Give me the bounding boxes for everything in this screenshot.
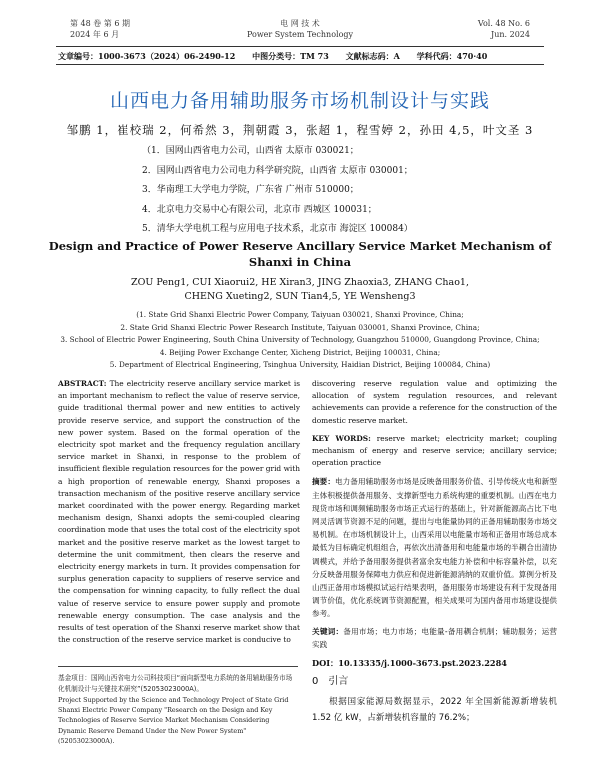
header-rule-bottom: [56, 64, 544, 65]
english-authors-line: CHENG Xueting2, SUN Tian4,5, YE Wensheng3: [184, 291, 416, 302]
issue-date: 2024 年 6 月: [70, 30, 120, 39]
subject-code: 学科代码：470·40: [416, 51, 488, 61]
en-affiliation: 3. School of Electric Power Engineering, South China University of Technology, Guangzhou 510000, Guangdong Province, China;: [60, 335, 540, 344]
english-abstract: [58, 378, 300, 646]
issue-date-en: Jun. 2024: [491, 30, 530, 39]
clc-number: 中图分类号：TM 73: [252, 51, 329, 61]
en-affiliation: 4. Beijing Power Exchange Center, Xicheng District, Beijing 100031, China;: [159, 347, 441, 357]
header-right: [478, 18, 530, 40]
english-authors-line: ZOU Peng1, CUI Xiaorui2, HE Xiran3, JING Zhaoxia3, ZHANG Chao1,: [131, 277, 469, 288]
intro-paragraph: 根据国家能源局数据显示，2022 年全国新能源新增装机 1.52 亿 kW，占新增装机容量的 76.2%；: [312, 697, 557, 724]
english-title: [40, 238, 560, 270]
english-title-line: Shanxi in China: [248, 255, 352, 269]
article-meta: [58, 51, 540, 62]
left-column: [58, 378, 300, 646]
article-number: 文章编号：1000-3673（2024）06-2490-12: [58, 51, 236, 61]
cn-affiliation: 4．北京电力交易中心有限公司，北京市 西城区 100031；: [142, 204, 377, 215]
journal-name-en: Power System Technology: [246, 30, 354, 39]
english-affiliations: [30, 309, 570, 372]
en-affiliation: 5. Department of Electrical Engineering, Tsinghua University, Haidian District, Beijing 100084, China): [109, 360, 491, 369]
header-rule-top: [56, 46, 544, 47]
keywords-text: reserve market; electricity market; coupling mechanism of energy and reserve service; ancillary service; operation practice: [312, 433, 557, 468]
cn-keywords-label: 关键词：: [312, 626, 344, 636]
document-code: 文献标志码：A: [345, 51, 400, 61]
journal-name-cn: 电 网 技 术: [280, 19, 320, 28]
cn-affiliation: （1．国网山西省电力公司，山西省 太原市 030021；: [142, 146, 359, 156]
english-authors: [40, 276, 560, 304]
en-affiliation: 2. State Grid Shanxi Electric Power Research Institute, Taiyuan 030001, Shanxi Province, China;: [120, 322, 480, 332]
volume-issue-en: Vol. 48 No. 6: [477, 19, 530, 28]
cn-affiliation: 3．华南理工大学电力学院，广东省 广州市 510000；: [142, 185, 359, 195]
doi: DOI：10.13335/j.1000-3673.pst.2023.2284: [312, 658, 507, 669]
english-keywords: [312, 433, 557, 470]
cn-abstract-text: 电力备用辅助服务市场是反映备用服务价值、引导传统火电和新型主体积极提供备用服务、支撑新型电力系统构建的重要机制。山西在电力现货市场和调频辅助服务市场正式运行的基础上，针对新能源高占比下电网灵活调节资源不足的问题，提出与电能量协同的正备用辅助服务市场交易机制。在市场机制设计上，山西采用以电能量市场和正备用市场总成本最低为目标确定机组组合，再依次出清备用和电能量市场的半耦合出清协调模式，并给予备用服务提供者富余发电能力补偿和中标容量补偿，以充分反映备用服务保障电力供应和促进新能源消纳的双重价值。算例分析及山西正备用市场模拟试运行结果表明，备用服务市场建设有利于发现备用调节价值，优化系统调节资源配置，相关成果可为国内备用市场建设提供参考。: [312, 477, 558, 619]
header-center: [70, 18, 530, 40]
right-column: [312, 378, 557, 726]
chinese-keywords: [312, 625, 557, 651]
section-heading: 0 引言: [312, 676, 349, 688]
funding-cn: 基金项目：国网山西省电力公司科技项目“面向新型电力系统的备用辅助服务市场化机制设计与关键技术研究”(52053023000A)。: [58, 674, 293, 693]
keywords-label: KEY WORDS:: [312, 433, 371, 443]
abstract-label: ABSTRACT:: [58, 379, 107, 388]
cn-keywords-text: 备用市场；电力市场；电能量-备用耦合机制；辅助服务；运营实践: [312, 626, 557, 649]
chinese-title: 山西电力备用辅助服务市场机制设计与实践: [109, 90, 490, 112]
cn-abstract-label: 摘要：: [312, 477, 335, 487]
chinese-authors: 邹鹏 1，崔校瑞 2，何希然 3，荆朝霞 3，张超 1，程雪婷 2，孙田 4,5，叶文圣 3: [66, 123, 534, 137]
chinese-affiliations: [142, 142, 540, 240]
english-title-line: Design and Practice of Power Reserve Ancillary Service Market Mechanism of: [48, 239, 552, 253]
funding-footnote: [58, 666, 298, 746]
funding-en: Project Supported by the Science and Technology Project of State Grid Shanxi Electric Power Company "Research on the Design and Key Technologies of Reserve Service Market Mechanism Considering Dynamic Reserve Demand Under the New Power System" (52053023000A).: [58, 696, 289, 745]
volume-issue: 第 48 卷 第 6 期: [70, 19, 130, 28]
en-affiliation: (1. State Grid Shanxi Electric Power Company, Taiyuan 030021, Shanxi Province, China;: [136, 310, 464, 319]
cn-affiliation: 2．国网山西省电力公司电力科学研究院，山西省 太原市 030001；: [142, 165, 413, 176]
running-header: [70, 18, 530, 46]
abstract-text: The electricity reserve ancillary service market is an important mechanism to reflect the value of reserve service, guide traditional thermal power and new entities to actively provide reserve service, and support the construction of the new power system. Based on the formal operation of the electricity spot market and the frequency regulation ancillary service market in Shanxi, in response to the problem of insufficient flexible regulation resources for the power grid with a high proportion of renewable energy, Shanxi proposes a transaction mechanism of the positive reserve ancillary service market coordinated with the power energy. Regarding market mechanism design, Shanxi adopts the semi-coupled clearing coordination mode that uses the total cost of the electricity spot market and the positive reserve market as the lowest target to determine the unit commitment, then clears the reserve and electricity energy markets in turn. It provides compensation for surplus generation capacity to suppliers of reserve service and the compensation for winning capacity, to fully reflect the dual value of reserve service to ensure power supply and promote renewable energy consumption. The case analysis and the results of test operation of the Shanxi reserve market show that the construction of the reserve service market is conducive to: [58, 379, 300, 645]
abstract-continuation: discovering reserve regulation value and optimizing the allocation of system regulation resources, and relevant achievements can provide a reference for the construction of the domestic reserve market.: [312, 379, 557, 425]
cn-affiliation: 5．清华大学电机工程与应用电子技术系，北京市 海淀区 100084）: [142, 224, 413, 234]
chinese-abstract: [312, 475, 557, 620]
